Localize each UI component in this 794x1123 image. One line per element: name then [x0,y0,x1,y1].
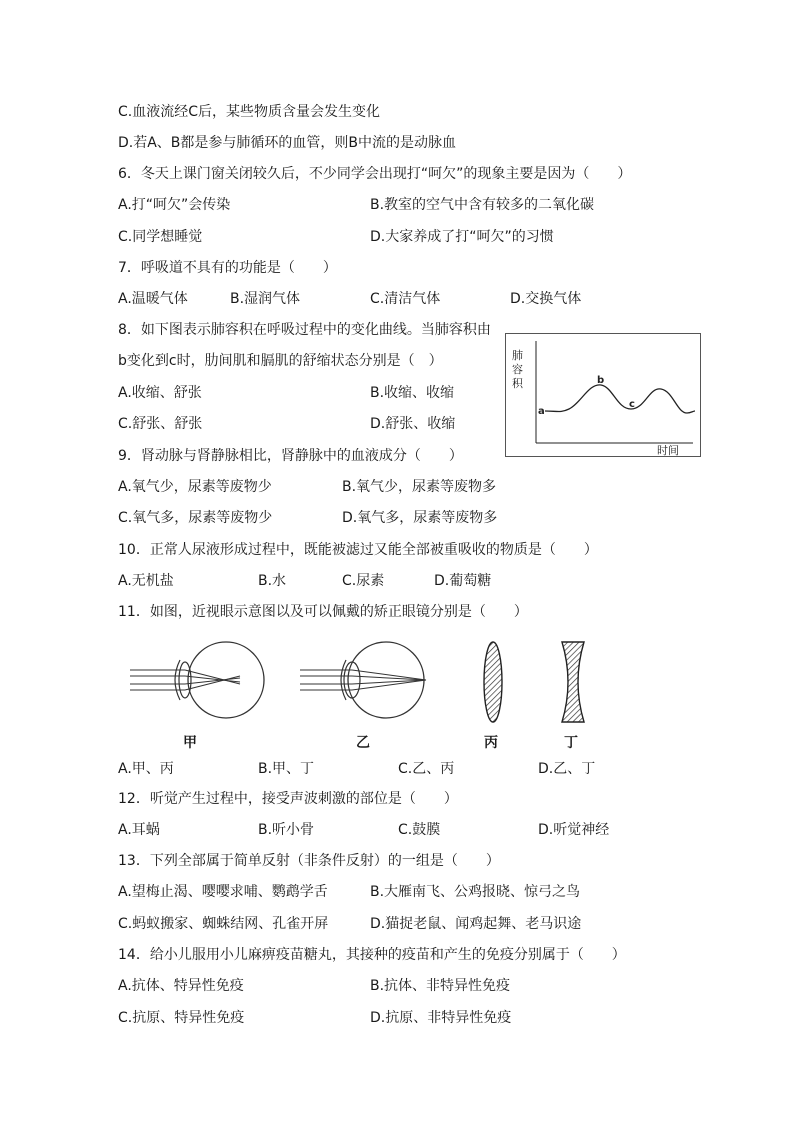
figure-label-ding: 丁 [564,735,578,751]
q7-option-d: D.交换气体 [510,291,582,307]
q6-stem: 6．冬天上课门窗关闭较久后，不少同学会出现打“呵欠”的现象主要是因为（ ） [118,166,632,182]
q12-option-a: A.耳蜗 [118,822,160,838]
q9-option-a: A.氧气少，尿素等废物少 [118,479,272,495]
q11-stem: 11．如图，近视眼示意图以及可以佩戴的矫正眼镜分别是（ ） [118,604,528,620]
figure-label-bing: 丙 [484,735,498,751]
graph-point-a: a [538,406,545,417]
graph-xlabel: 时间 [657,444,679,457]
q8-stem-line2: b变化到c时，肋间肌和膈肌的舒缩状态分别是（ ） [118,353,443,369]
lung-volume-graph [505,333,701,457]
q8-option-a: A.收缩、舒张 [118,385,202,401]
q7-stem: 7．呼吸道不具有的功能是（ ） [118,260,337,276]
graph-point-b: b [597,375,605,386]
q6-option-b: B.教室的空气中含有较多的二氧化碳 [370,197,595,213]
q11-option-b: B.甲、丁 [258,761,315,777]
q6-option-d: D.大家养成了打“呵欠”的习惯 [370,229,554,245]
q13-stem: 13．下列全部属于简单反射（非条件反射）的一组是（ ） [118,853,500,869]
q5-option-c: C.血液流经C后，某些物质含量会发生变化 [118,104,380,120]
convex-lens-bing [478,640,508,724]
q10-option-c: C.尿素 [342,573,385,589]
q12-option-b: B.听小骨 [258,822,315,838]
q12-stem: 12．听觉产生过程中，接受声波刺激的部位是（ ） [118,791,458,807]
q8-option-c: C.舒张、舒张 [118,416,203,432]
q13-option-c: C.蚂蚁搬家、蜘蛛结网、孔雀开屏 [118,916,329,932]
q10-option-d: D.葡萄糖 [434,573,492,589]
q7-option-a: A.温暖气体 [118,291,188,307]
q9-option-b: B.氧气少，尿素等废物多 [342,479,497,495]
q5-option-d: D.若A、B都是参与肺循环的血管，则B中流的是动脉血 [118,135,457,151]
figure-label-jia: 甲 [183,735,197,751]
q12-option-c: C.鼓膜 [398,822,441,838]
q9-option-c: C.氧气多，尿素等废物少 [118,510,273,526]
figure-label-yi: 乙 [356,735,370,751]
q10-option-b: B.水 [258,573,287,589]
q14-option-c: C.抗原、特异性免疫 [118,1010,245,1026]
q13-option-d: D.猫捉老鼠、闻鸡起舞、老马识途 [370,916,582,932]
q6-option-c: C.同学想睡觉 [118,229,203,245]
q13-option-b: B.大雁南飞、公鸡报晓、惊弓之鸟 [370,884,581,900]
eye-diagram-yi [300,640,440,724]
graph-ylabel-2: 容 [512,363,523,376]
eye-diagram-jia [130,640,270,724]
q9-stem: 9．肾动脉与肾静脉相比，肾静脉中的血液成分（ ） [118,448,463,464]
q14-stem: 14．给小儿服用小儿麻痹疫苗糖丸，其接种的疫苗和产生的免疫分别属于（ ） [118,947,626,963]
graph-point-c: c [629,399,635,410]
q11-option-c: C.乙、丙 [398,761,455,777]
q9-option-d: D.氧气多，尿素等废物多 [342,510,498,526]
graph-ylabel-1: 肺 [512,349,523,362]
q10-option-a: A.无机盐 [118,573,174,589]
q14-option-b: B.抗体、非特异性免疫 [370,978,511,994]
q11-option-d: D.乙、丁 [538,761,596,777]
q8-stem-line1: 8．如下图表示肺容积在呼吸过程中的变化曲线。当肺容积由 [118,322,491,338]
q7-option-b: B.湿润气体 [230,291,301,307]
q13-option-a: A.望梅止渴、嘤嘤求哺、鹦鹉学舌 [118,884,328,900]
q8-option-d: D.舒张、收缩 [370,416,456,432]
q11-option-a: A.甲、丙 [118,761,174,777]
q8-option-b: B.收缩、收缩 [370,385,455,401]
q10-stem: 10．正常人尿液形成过程中，既能被滤过又能全部被重吸收的物质是（ ） [118,542,598,558]
q7-option-c: C.清洁气体 [370,291,441,307]
concave-lens-ding [558,640,588,724]
q14-option-a: A.抗体、特异性免疫 [118,978,244,994]
lung-volume-curve [545,385,695,413]
q12-option-d: D.听觉神经 [538,822,610,838]
graph-ylabel-3: 积 [512,377,523,390]
q14-option-d: D.抗原、非特异性免疫 [370,1010,512,1026]
q6-option-a: A.打“呵欠”会传染 [118,197,231,213]
